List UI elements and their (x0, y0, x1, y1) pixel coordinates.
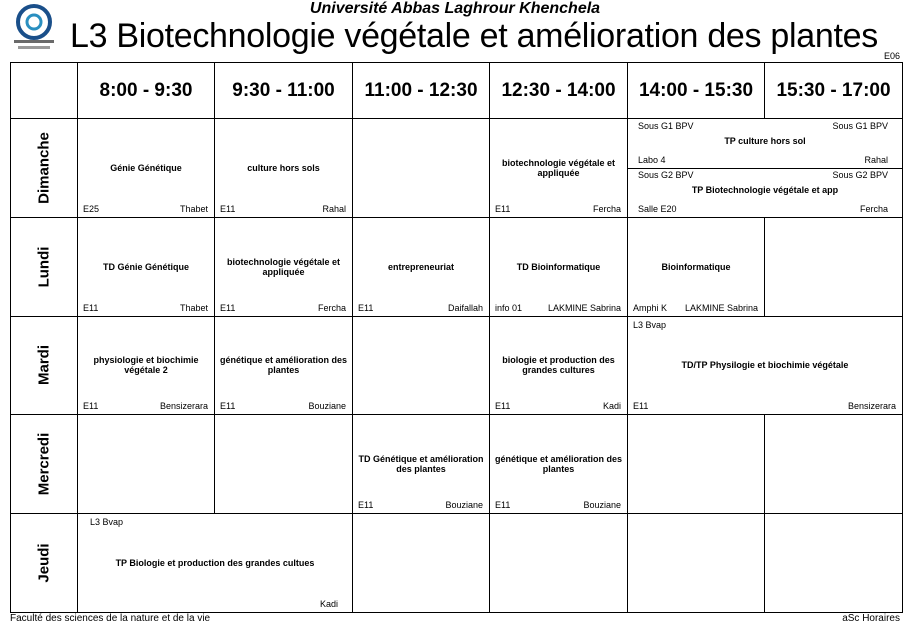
header-row (11, 63, 903, 119)
lesson-teacher: Thabet (179, 302, 208, 313)
lesson-subject: TD Génétique et amélioration des plantes (358, 454, 484, 475)
day-row-mardi (11, 316, 903, 415)
lesson-group: Sous G1 BPV (638, 121, 694, 132)
lesson-room: E25 (83, 203, 100, 214)
lesson-subject: TP culture hors sol (724, 136, 806, 147)
lesson-room: E11 (220, 203, 236, 214)
time-slot-header: 8:00 - 9:30 (78, 63, 215, 119)
lesson-teacher: LAKMINE Sabrina (684, 302, 758, 313)
lesson-room: E11 (358, 500, 374, 511)
university-logo-icon (10, 2, 58, 54)
lesson-room: E11 (220, 401, 236, 412)
lesson-room: E11 (358, 302, 374, 313)
day-label: Mardi (35, 345, 53, 386)
lesson-room: info 01 (495, 302, 523, 313)
day-row-jeudi (11, 514, 903, 613)
lesson-cell[interactable] (215, 316, 353, 415)
empty-cell (628, 415, 765, 514)
lesson-subject: TD Bioinformatique (516, 261, 601, 272)
lesson-group: Sous G2 BPV (832, 169, 888, 180)
lesson-cell[interactable] (78, 119, 215, 218)
lesson-room: E11 (495, 401, 511, 412)
lesson-room: Salle E20 (638, 203, 677, 214)
timetable (10, 62, 903, 613)
split-lesson-cell[interactable] (628, 119, 903, 218)
empty-cell (353, 316, 490, 415)
lesson-cell[interactable] (353, 217, 490, 316)
corner-cell (11, 63, 78, 119)
lesson-room: Amphi K (633, 302, 668, 313)
lesson-subject: culture hors sols (247, 162, 320, 173)
lesson-room: E11 (220, 302, 236, 313)
day-label: Dimanche (35, 132, 53, 204)
lesson-teacher: Rahal (864, 154, 888, 165)
empty-cell (353, 119, 490, 218)
day-label: Jeudi (35, 543, 53, 583)
lesson-subject: biotechnologie végétale et appliquée (501, 157, 616, 178)
lesson-room: E11 (633, 401, 649, 412)
lesson-subject: biologie et production des grandes cultures (502, 355, 615, 376)
lesson-teacher: Bensizerara (159, 401, 208, 412)
day-row-mercredi (11, 415, 903, 514)
lesson-cell[interactable] (628, 316, 903, 415)
lesson-subject: biotechnologie végétale et appliquée (226, 256, 341, 277)
lesson-room: E11 (83, 302, 99, 313)
lesson-subject: physiologie et biochimie végétale 2 (93, 355, 199, 376)
lesson-subject: Bioinformatique (661, 261, 731, 272)
empty-cell (215, 415, 353, 514)
day-label: Mercredi (35, 432, 53, 496)
time-slot-header: 12:30 - 14:00 (490, 63, 628, 119)
footer-software: aSc Horaires (842, 613, 900, 624)
lesson-teacher: Fercha (317, 302, 346, 313)
lesson-teacher: Bouziane (445, 500, 483, 511)
lesson-subject: génétique et amélioration des plantes (494, 454, 623, 475)
time-slot-header: 11:00 - 12:30 (353, 63, 490, 119)
lesson-cell[interactable] (490, 415, 628, 514)
empty-cell (490, 514, 628, 613)
lesson-room: E11 (495, 500, 511, 511)
lesson-teacher: Kadi (319, 599, 338, 609)
room-code: E06 (884, 51, 901, 61)
time-slot-header: 14:00 - 15:30 (628, 63, 765, 119)
lesson-subject: génétique et amélioration des plantes (219, 355, 348, 376)
lesson-teacher: Daifallah (447, 302, 483, 313)
lesson-cell[interactable] (490, 217, 628, 316)
lesson-teacher: Fercha (592, 203, 621, 214)
subgroup-1-lesson[interactable] (628, 119, 902, 169)
empty-cell (353, 514, 490, 613)
lesson-room: E11 (83, 401, 99, 412)
time-slot-header: 9:30 - 11:00 (215, 63, 353, 119)
time-slot-header: 15:30 - 17:00 (765, 63, 903, 119)
lesson-subject: Génie Génétique (110, 162, 182, 173)
lesson-teacher: Bouziane (308, 401, 346, 412)
lesson-room: Labo 4 (638, 154, 666, 165)
empty-cell (765, 217, 903, 316)
lesson-cell[interactable] (353, 415, 490, 514)
lesson-teacher: Bensizerara (847, 401, 896, 412)
lesson-cell[interactable] (490, 316, 628, 415)
lesson-cell[interactable] (628, 217, 765, 316)
day-row-dimanche (11, 119, 903, 218)
lesson-teacher: Thabet (179, 203, 208, 214)
day-label: Lundi (35, 246, 53, 288)
day-label-cell (11, 316, 78, 415)
lesson-room: E11 (495, 203, 511, 214)
day-label-cell (11, 119, 78, 218)
lesson-teacher: Bouziane (583, 500, 621, 511)
footer-faculty: Faculté des sciences de la nature et de la vie (10, 613, 211, 624)
empty-cell (78, 415, 215, 514)
lesson-cell[interactable] (78, 514, 353, 613)
lesson-cell[interactable] (215, 217, 353, 316)
day-label-cell (11, 217, 78, 316)
lesson-subject: TP Biotechnologie végétale et app (691, 184, 839, 195)
subgroup-2-lesson[interactable] (628, 168, 902, 217)
lesson-cell[interactable] (78, 217, 215, 316)
lesson-teacher: Kadi (602, 401, 621, 412)
lesson-subject: TD/TP Physilogie et biochimie végétale (681, 360, 849, 371)
university-name: Université Abbas Laghrour Khenchela (309, 0, 601, 17)
lesson-subject: TP Biologie et production des grandes cultues (115, 558, 315, 569)
day-label-cell (11, 415, 78, 514)
empty-cell (765, 415, 903, 514)
lesson-cell[interactable] (78, 316, 215, 415)
lesson-cell[interactable] (215, 119, 353, 218)
lesson-group: Sous G1 BPV (832, 121, 888, 132)
lesson-cell[interactable] (490, 119, 628, 218)
lesson-teacher: Fercha (859, 203, 888, 214)
empty-cell (628, 514, 765, 613)
lesson-teacher: LAKMINE Sabrina (547, 302, 621, 313)
lesson-teacher: Rahal (322, 203, 346, 214)
day-label-cell (11, 514, 78, 613)
lesson-group: Sous G2 BPV (638, 169, 694, 180)
lesson-subject: entrepreneuriat (387, 261, 455, 272)
lesson-subject: TD Génie Génétique (102, 261, 189, 272)
lesson-group: L3 Bvap (633, 319, 667, 330)
page-title: L3 Biotechnologie végétale et amélioration des plantes (70, 17, 878, 55)
empty-cell (765, 514, 903, 613)
lesson-group: L3 Bvap (90, 517, 124, 528)
day-row-lundi (11, 217, 903, 316)
